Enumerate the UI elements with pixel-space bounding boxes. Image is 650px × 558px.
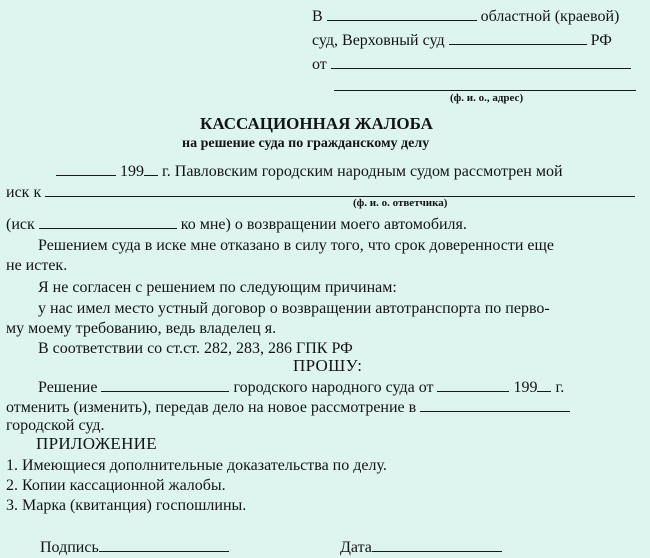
appendix-item: 1. Имеющиеся дополнительные доказательства по делу. xyxy=(6,457,387,474)
paragraph-1-line-1: Решением суда в иске мне отказано в силу того, что срок доверенности еще xyxy=(38,237,554,254)
claim-blank[interactable] xyxy=(39,213,177,229)
court-region-blank[interactable] xyxy=(327,5,477,21)
appendix-item: 2. Копии кассационной жалобы. xyxy=(6,477,226,494)
appendix-heading: ПРИЛОЖЕНИЕ xyxy=(36,434,157,453)
court-line: В областной (краевой) xyxy=(312,5,619,27)
paragraph-3-line-2: му моему требованию, ведь владелец я. xyxy=(6,320,277,337)
from-line: от xyxy=(312,53,631,75)
new-court-blank[interactable] xyxy=(420,396,570,412)
paragraph-1-line-2: не истек. xyxy=(6,257,68,274)
decision-blank[interactable] xyxy=(101,376,229,392)
defendant-blank[interactable] xyxy=(45,181,635,197)
date-blank[interactable] xyxy=(372,536,502,552)
request-line-2: отменить (изменить), передав дело на новое рассмотрение в xyxy=(6,396,570,418)
from-blank[interactable] xyxy=(331,53,631,69)
request-line-3: городской суд. xyxy=(6,417,105,434)
year-blank[interactable] xyxy=(144,160,158,176)
paragraph-3-line-1: у нас имел место устный договор о возвращении автотранспорта по перво- xyxy=(38,300,550,317)
request-heading: ПРОШУ: xyxy=(293,356,363,375)
claim-line: (иск ко мне) о возвращении моего автомобиля. xyxy=(6,213,467,235)
date-case-line: 199 г. Павловским городским народным судом рассмотрен мой xyxy=(56,160,563,182)
address-blank[interactable] xyxy=(334,75,636,91)
decision-date-blank[interactable] xyxy=(437,376,509,392)
decision-year-blank[interactable] xyxy=(537,376,551,392)
appendix-item: 3. Марка (квитанция) госпошлины. xyxy=(6,497,247,514)
request-line-1: Решение городского народного суда от 199 г. xyxy=(38,376,564,398)
defendant-caption: (ф. и. о. ответчика) xyxy=(353,197,448,209)
signature-blank[interactable] xyxy=(99,536,229,552)
paragraph-2: Я не согласен с решением по следующим причинам: xyxy=(38,279,397,296)
claim-to-line: иск к xyxy=(6,181,635,203)
supreme-court-blank[interactable] xyxy=(449,29,587,45)
document-title: КАССАЦИОННАЯ ЖАЛОБА xyxy=(200,114,433,133)
document-subtitle: на решение суда по гражданскому делу xyxy=(182,136,430,151)
paragraph-4: В соответствии со ст.ст. 282, 283, 286 ГПК РФ xyxy=(38,340,353,357)
supreme-court-line: суд, Верховный суд РФ xyxy=(312,29,612,51)
date-field: Дата xyxy=(340,536,502,558)
day-month-blank[interactable] xyxy=(56,160,116,176)
signature-field: Подпись xyxy=(40,536,229,558)
fio-address-caption: (ф. и. о., адрес) xyxy=(450,92,524,104)
